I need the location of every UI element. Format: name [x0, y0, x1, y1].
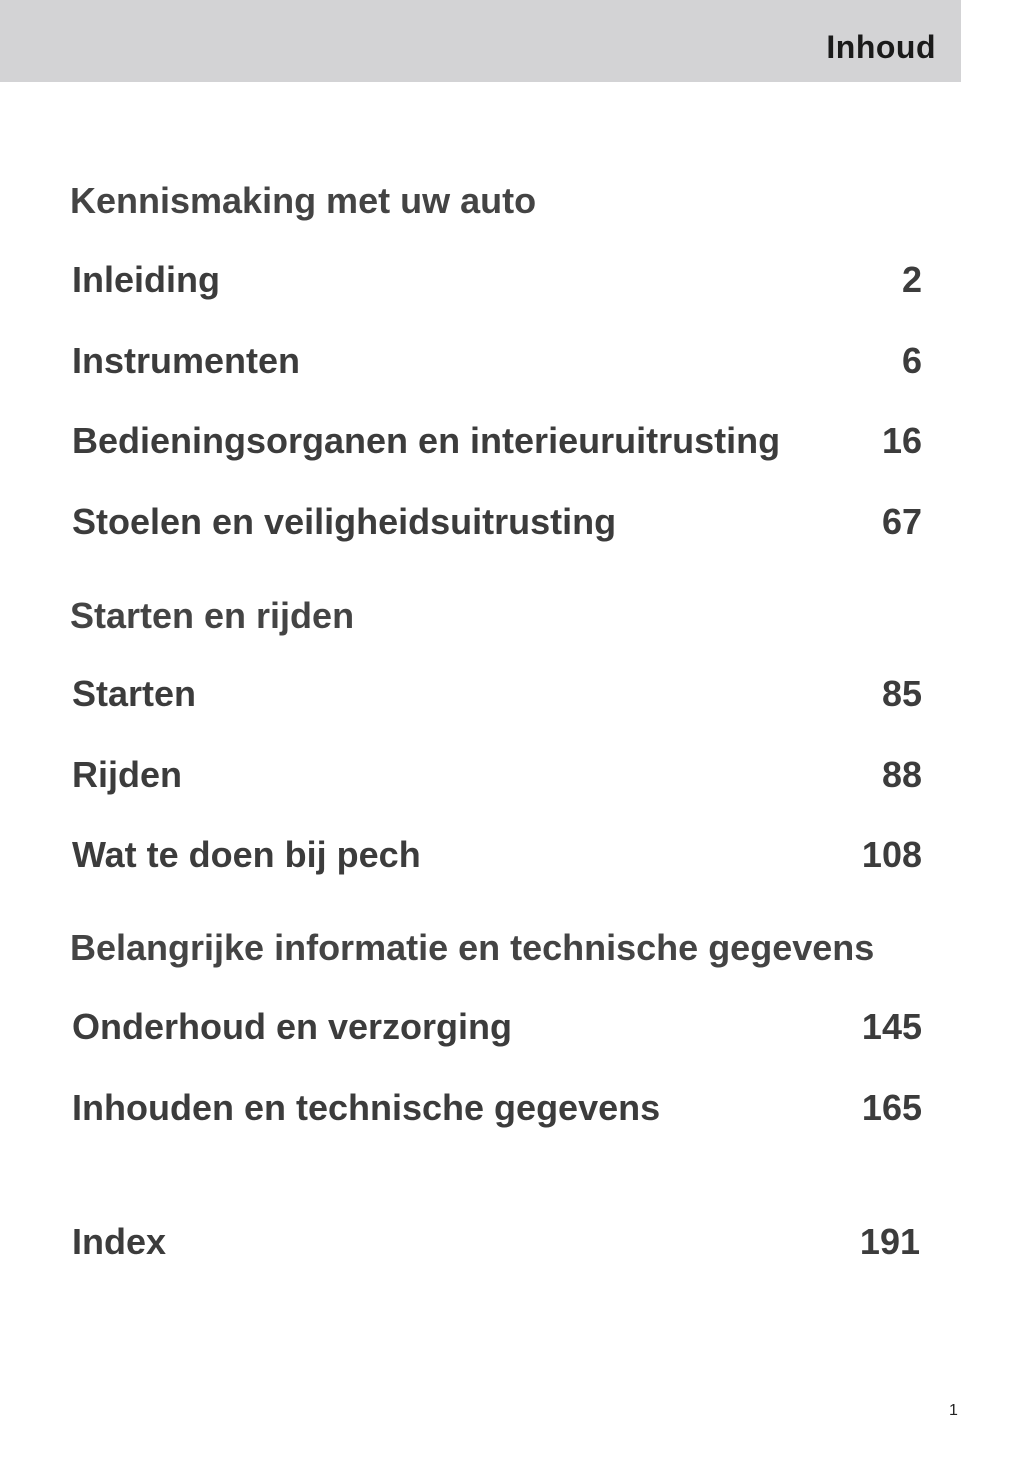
section-heading: Kennismaking met uw auto	[70, 180, 537, 221]
toc-entry-rijden[interactable]	[72, 753, 922, 797]
toc-entry-index[interactable]	[72, 1220, 920, 1264]
toc-entry-inhouden[interactable]	[72, 1086, 922, 1130]
toc-entry-inleiding[interactable]	[72, 258, 922, 302]
toc-entry-page: 165	[861, 1087, 922, 1128]
toc-entry-label: Onderhoud en verzorging	[72, 1006, 513, 1047]
section-heading: Belangrijke informatie en technische gegevens	[70, 927, 875, 968]
toc-entry-label: Stoelen en veiligheidsuitrusting	[72, 501, 617, 542]
toc-entry-page: 191	[859, 1221, 920, 1262]
toc-entry-page: 2	[901, 259, 922, 300]
toc-entry-label: Bedieningsorganen en interieuruitrusting	[72, 420, 781, 461]
toc-entry-stoelen[interactable]	[72, 500, 922, 544]
toc-entry-bedieningsorganen[interactable]	[72, 419, 922, 463]
toc-entry-page: 67	[881, 501, 922, 542]
toc-entry-label: Index	[72, 1221, 167, 1262]
toc-entry-page: 6	[901, 340, 922, 381]
toc-entry-page: 145	[861, 1006, 922, 1047]
toc-entry-label: Inleiding	[72, 259, 220, 300]
toc-entry-label: Rijden	[72, 754, 183, 795]
section-heading: Starten en rijden	[70, 595, 355, 636]
toc-entry-label: Wat te doen bij pech	[72, 834, 421, 875]
toc-entry-label: Inhouden en technische gegevens	[72, 1087, 661, 1128]
page-title: Inhoud	[826, 29, 936, 65]
toc-entry-label: Instrumenten	[72, 340, 301, 381]
toc-entry-onderhoud[interactable]	[72, 1005, 922, 1049]
toc-entry-page: 16	[881, 420, 922, 461]
page-number: 1	[949, 1402, 958, 1419]
toc-entry-instrumenten[interactable]	[72, 339, 922, 383]
toc-entry-page: 88	[881, 754, 922, 795]
toc-entry-pech[interactable]	[72, 833, 922, 877]
toc-entry-page: 85	[881, 673, 922, 714]
toc-entry-page: 108	[861, 834, 922, 875]
toc-entry-starten[interactable]	[72, 672, 922, 716]
header-bar	[0, 0, 961, 82]
toc-entry-label: Starten	[72, 673, 197, 714]
